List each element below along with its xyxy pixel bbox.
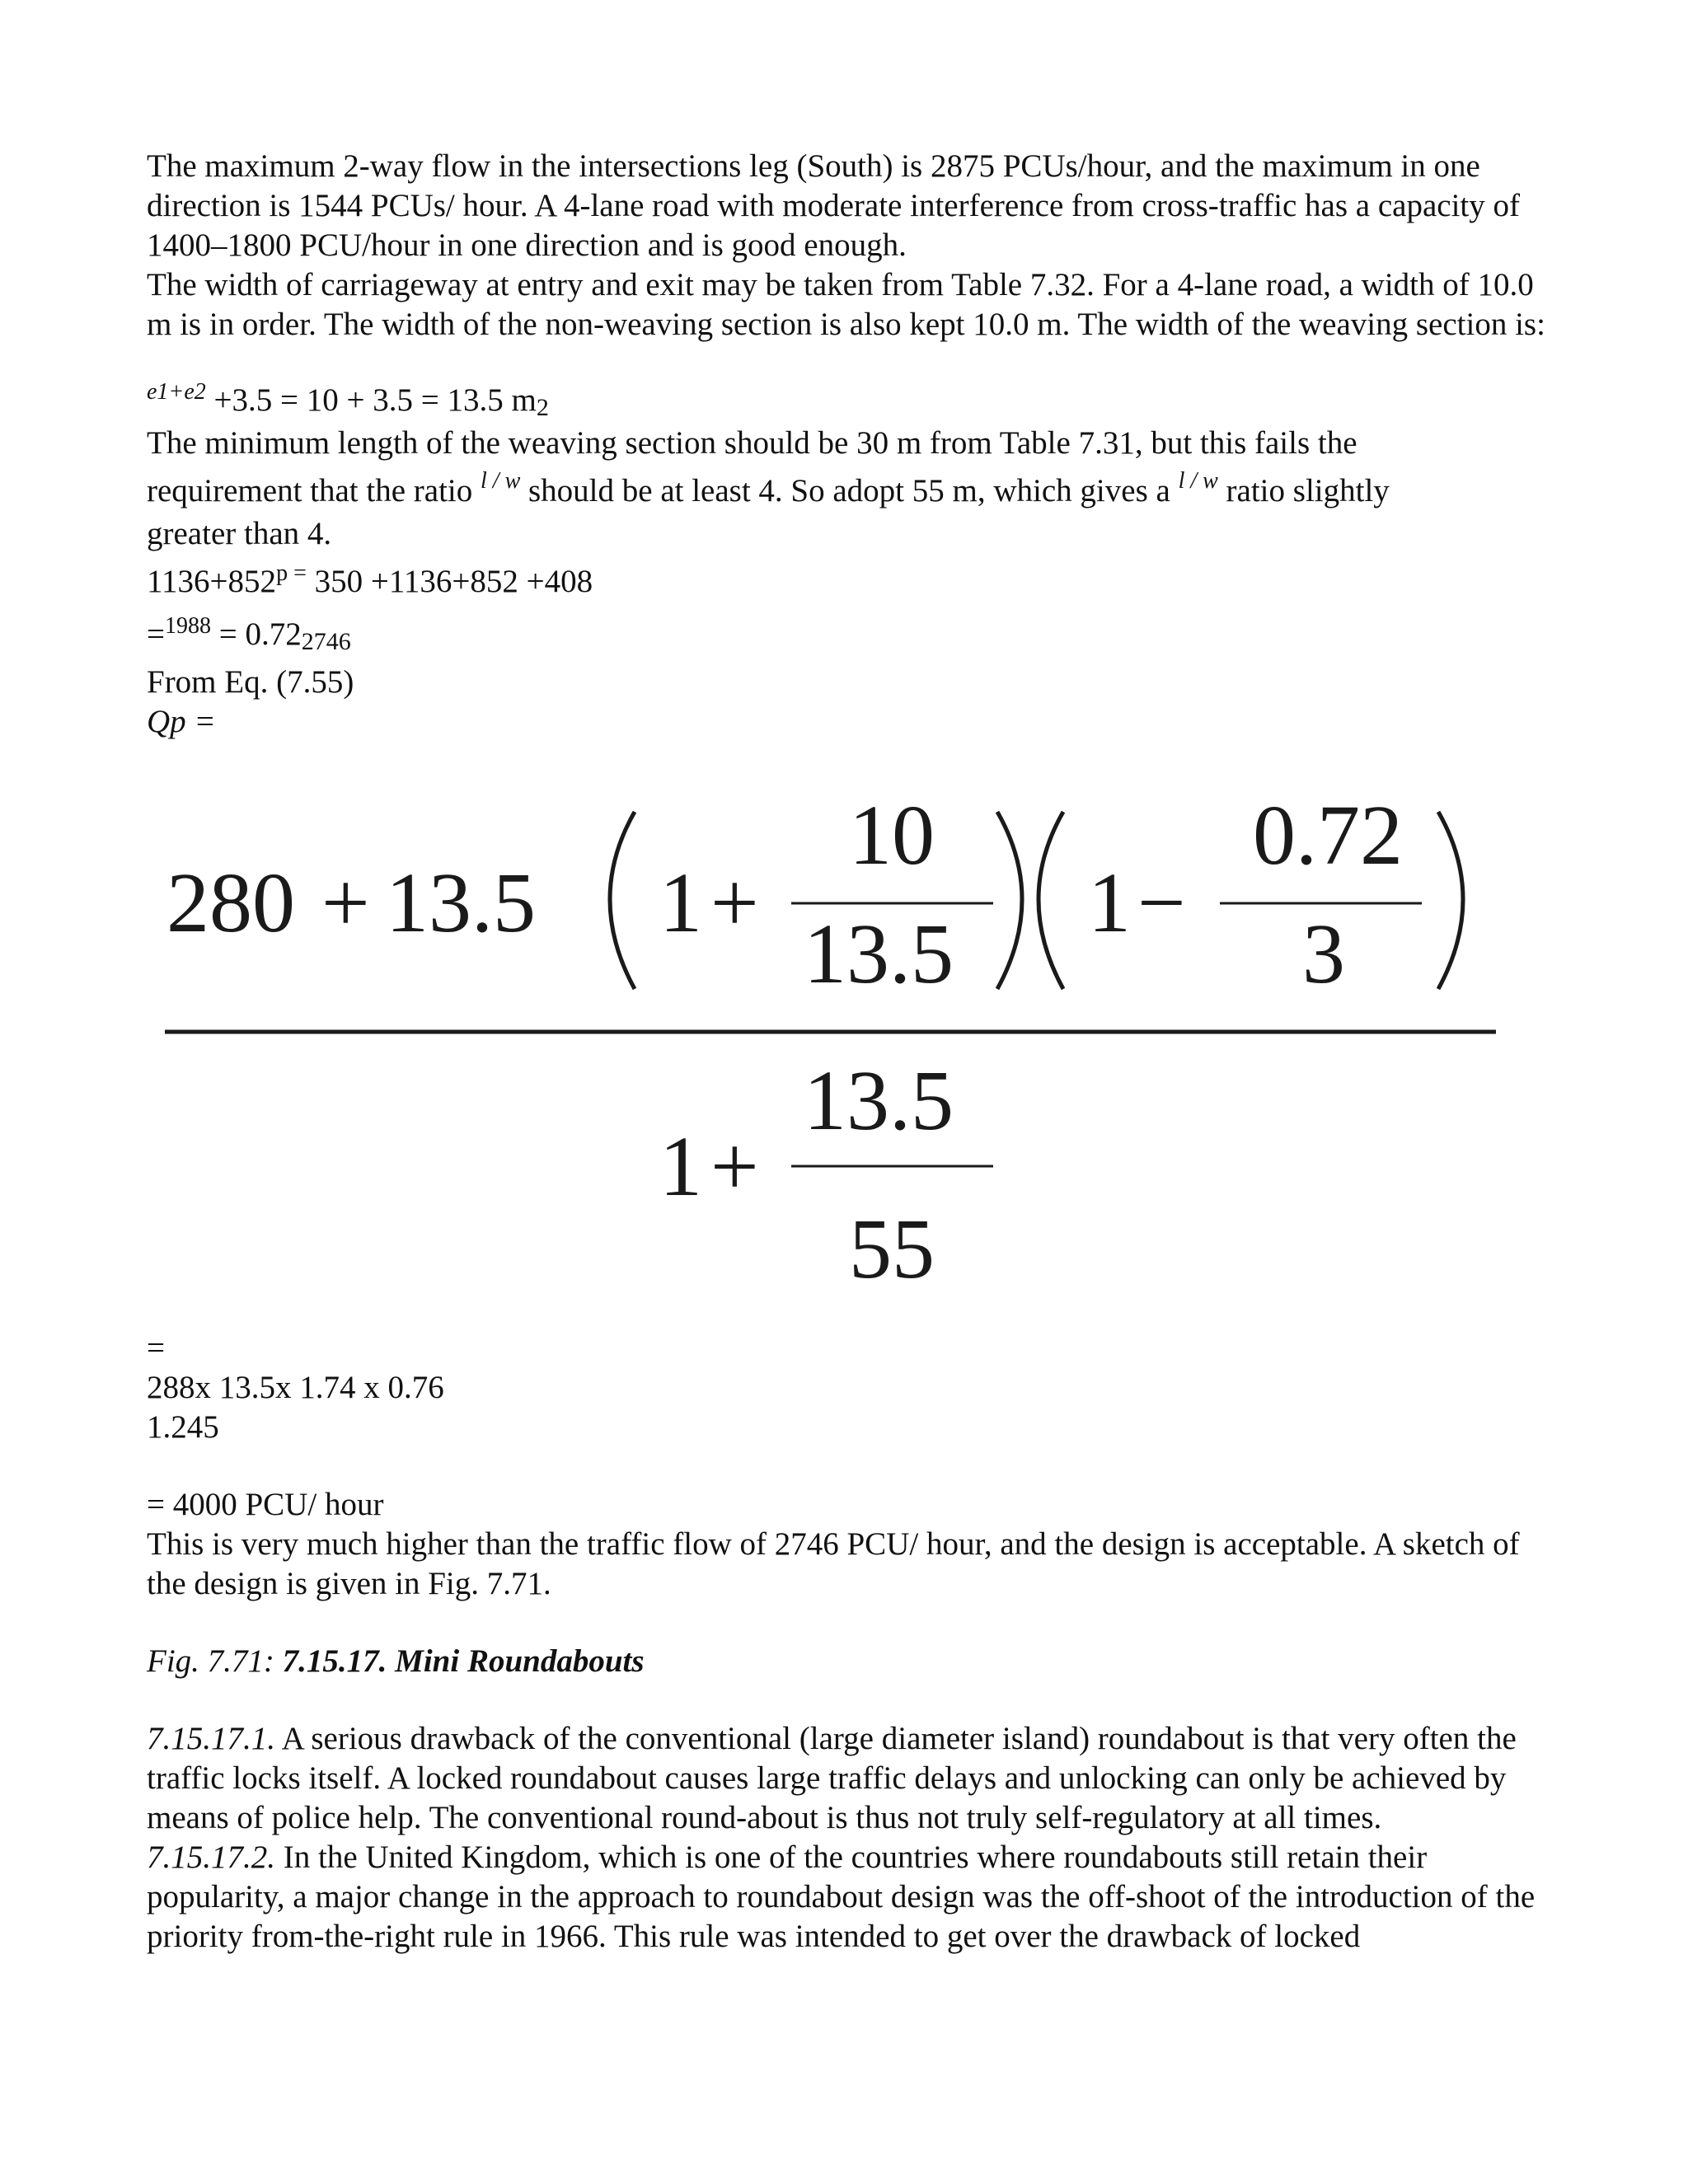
equation-p-den: 2746 <box>301 628 351 655</box>
figure-caption <box>147 1642 1548 1681</box>
equation-p-value <box>147 615 1548 658</box>
formula-frac2-num: 0.72 <box>1253 788 1403 883</box>
equals-sign: = <box>147 1330 165 1366</box>
formula-13-5: 13.5 <box>386 855 536 950</box>
formula-paren-open-1 <box>610 812 635 989</box>
section-7-15-17-1 <box>147 1719 1548 1838</box>
ratio-lw-2: l / w <box>1178 468 1218 494</box>
equation-weaving-width <box>147 381 1548 424</box>
equation-p-result: = 0.72 <box>218 616 302 652</box>
formula-den-one: 1 <box>659 1119 702 1214</box>
formula-paren-open-2 <box>1039 812 1063 989</box>
formula-paren-close-1 <box>997 812 1022 989</box>
equation-p-post: 350 +1136+852 +408 <box>314 564 593 599</box>
result-block <box>147 1485 1548 1957</box>
equation-e1e2: e1+e2 <box>147 379 206 405</box>
calculation-block <box>147 1329 1548 1447</box>
equation-p-eq: = <box>147 616 165 652</box>
capacity-formula-svg <box>157 788 1508 1310</box>
equation-weaving-sub: 2 <box>536 394 549 421</box>
paragraph-weaving-length-c: greater than 4. <box>147 516 332 551</box>
formula-plus-2: + <box>710 855 759 950</box>
formula-frac1-den: 13.5 <box>804 907 954 1001</box>
capacity-formula <box>157 788 1508 1310</box>
document-body <box>147 147 1548 742</box>
paragraph-acceptable: This is very much higher than the traffic flow of 2746 PCU/ hour, and the design is acceptable. A sketch of the design is given in Fig. 7.71. <box>147 1526 1520 1601</box>
section-number-2: 7.15.17.2. <box>147 1840 275 1875</box>
equation-p-pre: 1136+852 <box>147 564 277 599</box>
formula-den-frac-num: 13.5 <box>804 1053 954 1148</box>
result-line: = 4000 PCU/ hour <box>147 1487 384 1522</box>
equation-p-sup: p = <box>276 560 307 586</box>
section-text-2: In the United Kingdom, which is one of the countries where roundabouts still retain their popularity, a major change in the approach to roundabout design was the off-shoot of the introduction of the priority from-the-right rule in 1966. This rule was intended to get over the drawback of locked <box>147 1840 1536 1954</box>
formula-den-plus: + <box>710 1119 759 1214</box>
calc-line-2: 1.245 <box>147 1409 219 1445</box>
paragraph-flow: The maximum 2-way flow in the intersections leg (South) is 2875 PCUs/hour, and the maximum in one direction is 1544 PCUs/ hour. A 4-lane road with moderate interference from cross-traffic has a capacity of 1400–1800 PCU/hour in one direction and is good enough. <box>147 148 1520 263</box>
section-7-15-17-2 <box>147 1838 1548 1957</box>
ratio-text-pre: requirement that the ratio <box>147 473 473 509</box>
formula-den-frac-den: 55 <box>849 1202 935 1296</box>
formula-280: 280 <box>166 855 295 950</box>
equation-p-num: 1988 <box>165 613 211 639</box>
section-heading-mini-roundabouts: 7.15.17. Mini Roundabouts <box>282 1643 645 1679</box>
paragraph-carriageway-width: The width of carriageway at entry and exit may be taken from Table 7.32. For a 4-lane road, a width of 10.0 m is in order. The width of the non-weaving section is also kept 10.0 m. The width of the weaving section is: <box>147 267 1545 342</box>
section-text-1: A serious drawback of the conventional (large diameter island) roundabout is that very often the traffic locks itself. A locked roundabout causes large traffic delays and unlocking can only be achieved by means of police help. The conventional round-about is thus not truly self-regulatory at all times. <box>147 1721 1517 1835</box>
ratio-text-post: ratio slightly <box>1226 473 1390 509</box>
formula-plus-1: + <box>321 855 370 950</box>
formula-one-1: 1 <box>659 855 702 950</box>
paragraph-weaving-length-b <box>147 468 1548 514</box>
from-equation-ref: From Eq. (7.55) <box>147 664 354 700</box>
formula-paren-close-2 <box>1438 812 1463 989</box>
ratio-lw-1: l / w <box>481 468 521 494</box>
paragraph-weaving-length-a: The minimum length of the weaving section should be 30 m from Table 7.31, but this fails the <box>147 425 1357 461</box>
qp-label: Qp = <box>147 704 216 739</box>
section-number-1: 7.15.17.1. <box>147 1721 275 1756</box>
formula-frac2-den: 3 <box>1302 907 1345 1001</box>
calc-line-1: 288x 13.5x 1.74 x 0.76 <box>147 1370 444 1405</box>
formula-minus: − <box>1137 855 1186 950</box>
formula-frac1-num: 10 <box>849 788 935 883</box>
formula-one-2: 1 <box>1088 855 1131 950</box>
equation-weaving-main: +3.5 = 10 + 3.5 = 13.5 m <box>213 382 537 418</box>
figure-caption-label: Fig. 7.71: <box>147 1643 274 1679</box>
equation-p <box>147 562 1548 605</box>
ratio-text-mid: should be at least 4. So adopt 55 m, which gives a <box>528 473 1170 509</box>
